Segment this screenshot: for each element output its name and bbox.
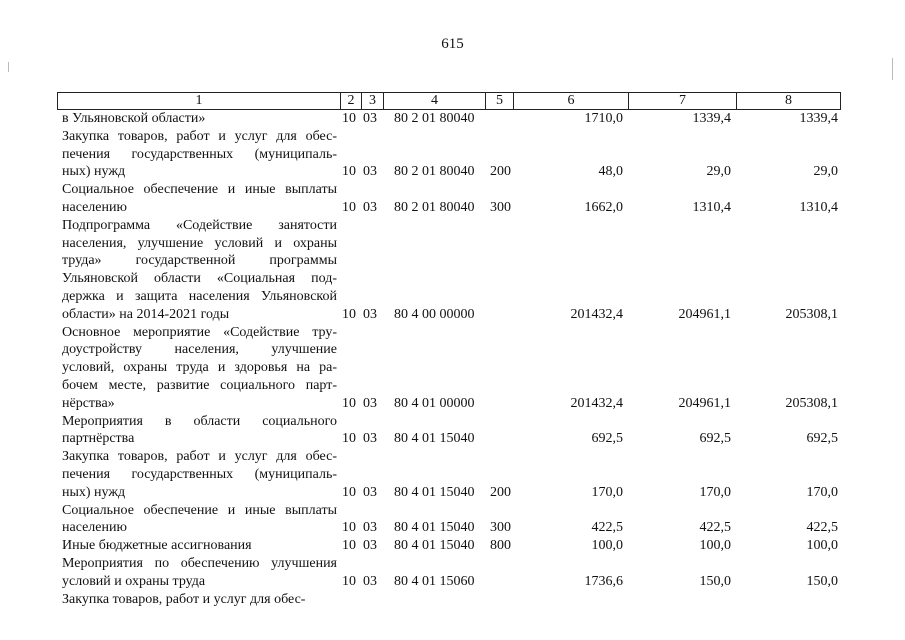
cell-c7: 1339,4 [692,111,731,126]
row-description-line: Подпрограмма «Содействие занятости [62,217,337,233]
cell-c3: 03 [363,111,377,126]
cell-c3: 03 [363,538,377,554]
scan-mark [892,58,893,80]
cell-c8: 205308,1 [785,395,838,411]
page-number: 615 [441,36,464,52]
row-description-line: Ульяновской области «Социальная под- [62,271,337,287]
cell-c5: 200 [490,164,511,180]
row-description-line: ных) нужд [62,484,126,500]
cell-c7: 150,0 [699,573,731,589]
cell-c2: 10 [342,538,356,554]
cell-c4: 80 4 01 00000 [394,395,475,411]
header-col-8: 8 [785,93,792,108]
cell-c2: 10 [342,520,356,536]
row-description-line: Иные бюджетные ассигнования [62,538,252,554]
cell-c4: 80 2 01 80040 [394,111,475,126]
cell-c3: 03 [363,164,377,180]
row-description-line: области» на 2014-2021 годы [62,306,230,322]
row-description-line: Мероприятия в области социального [62,413,337,429]
cell-c6: 170,0 [591,484,623,500]
row-description-line: Закупка товаров, работ и услуг для обес- [62,128,337,144]
header-col-2: 2 [341,93,362,109]
row-description-line: в Ульяновской области» [62,111,206,126]
cell-c5: 200 [490,484,511,500]
row-description-line: Социальное обеспечение и иные выплаты [62,182,337,198]
cell-c8: 1339,4 [799,111,838,126]
cell-c3: 03 [363,484,377,500]
cell-c8: 170,0 [806,484,838,500]
header-col-6: 6 [514,93,629,109]
cell-c7: 204961,1 [678,395,731,411]
row-description-line: нёрства» [62,395,115,411]
cell-c2: 10 [342,573,356,589]
row-description-line: труда» государственной программы [62,253,337,269]
row-description-line: печения государственных (муниципаль- [62,146,337,162]
row-description-line: условий и охраны труда [62,573,206,589]
cell-c6: 692,5 [591,431,623,447]
cell-c4: 80 2 01 80040 [394,164,475,180]
cell-c6: 100,0 [591,538,623,554]
cell-c3: 03 [363,431,377,447]
row-description-line: населению [62,520,127,536]
header-col-5: 5 [486,93,514,109]
cell-c4: 80 4 01 15040 [394,538,475,554]
header-col-3: 3 [362,93,384,109]
cell-c8: 692,5 [806,431,838,447]
cell-c4: 80 4 01 15040 [394,520,475,536]
scan-mark [8,62,9,72]
cell-c7: 422,5 [699,520,731,536]
cell-c8: 29,0 [813,164,838,180]
cell-c6: 201432,4 [570,306,623,322]
cell-c3: 03 [363,395,377,411]
cell-c8: 100,0 [806,538,838,554]
cell-c6: 48,0 [598,164,623,180]
cell-c2: 10 [342,164,356,180]
cell-c7: 204961,1 [678,306,731,322]
cell-c7: 100,0 [699,538,731,554]
cell-c6: 1662,0 [584,200,623,215]
cell-c8: 150,0 [806,573,838,589]
cell-c4: 80 2 01 80040 [394,200,475,215]
row-description-line: партнёрства [62,431,135,447]
header-col-7: 7 [629,93,737,109]
cell-c7: 170,0 [699,484,731,500]
cell-c2: 10 [342,306,356,322]
cell-c8: 205308,1 [785,306,838,322]
header-col-4: 4 [384,93,486,109]
row-description-line: печения государственных (муниципаль- [62,467,337,482]
cell-c8: 1310,4 [799,200,838,215]
cell-c2: 10 [342,484,356,500]
cell-c8: 422,5 [806,520,838,536]
cell-c6: 1736,6 [584,573,623,589]
cell-c3: 03 [363,573,377,589]
cell-c5: 800 [490,538,511,554]
header-col-1: 1 [58,93,341,109]
row-description-line: условий, охраны труда и здоровья на ра- [62,360,337,376]
row-description-line: Закупка товаров, работ и услуг для обес- [62,591,306,607]
cell-c6: 1710,0 [584,111,623,126]
cell-c7: 1310,4 [692,200,731,215]
cell-c5: 300 [490,520,511,536]
cell-c3: 03 [363,520,377,536]
row-description-line: населению [62,200,127,215]
cell-c6: 422,5 [591,520,623,536]
row-description-line: бочем месте, развитие социального парт- [62,378,337,393]
cell-c4: 80 4 01 15040 [394,431,475,447]
row-description-line: Социальное обеспечение и иные выплаты [62,502,337,518]
cell-c2: 10 [342,200,356,215]
cell-c2: 10 [342,431,356,447]
cell-c2: 10 [342,111,356,126]
row-description-line: держка и защита населения Ульяновской [62,289,337,304]
cell-c4: 80 4 00 00000 [394,306,475,322]
row-description-line: Закупка товаров, работ и услуг для обес- [62,449,337,465]
row-description-line: доустройству населения, улучшение [62,342,337,358]
cell-c3: 03 [363,200,377,215]
row-description-line: Основное мероприятие «Содействие тру- [62,324,337,340]
row-description-line: населения, улучшение условий и охраны [62,235,337,251]
row-description-line: ных) нужд [62,164,126,180]
cell-c7: 692,5 [699,431,731,447]
cell-c7: 29,0 [706,164,731,180]
cell-c4: 80 4 01 15060 [394,573,475,589]
row-description-line: Мероприятия по обеспечению улучшения [62,556,337,571]
cell-c4: 80 4 01 15040 [394,484,475,500]
cell-c6: 201432,4 [570,395,623,411]
cell-c2: 10 [342,395,356,411]
cell-c3: 03 [363,306,377,322]
cell-c5: 300 [490,200,511,215]
